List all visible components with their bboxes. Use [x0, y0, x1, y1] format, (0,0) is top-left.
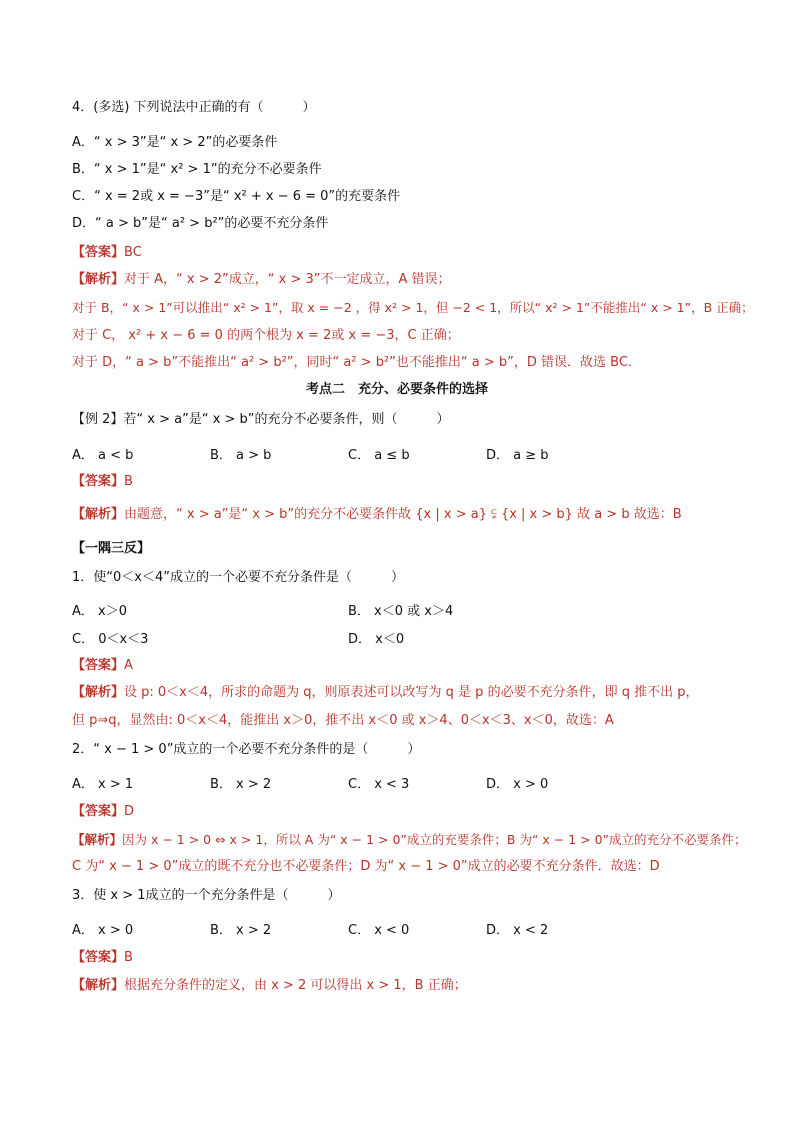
- ex2-option-d: D． a ≥ b: [486, 448, 549, 463]
- answer-label: 【答案】: [72, 245, 125, 260]
- practice-title: 【一隅三反】: [72, 541, 151, 556]
- p2-stem: 2．“ x − 1 > 0”成立的一个必要不充分条件的是（ ）: [72, 742, 421, 757]
- p2-option-a: A． x > 1: [72, 777, 134, 792]
- p3-option-d: D． x < 2: [486, 923, 549, 938]
- p2-option-d: D． x > 0: [486, 777, 549, 792]
- p3-analysis: [72, 976, 467, 996]
- q4-option-c: C．“ x = 2或 x = −3”是“ x² + x − 6 = 0”的充要条件: [72, 189, 401, 204]
- analysis-label: 【解析】: [72, 507, 125, 522]
- analysis-text: 设 p: 0＜x＜4，所求的命题为 q，则原表述可以改写为 q 是 p 的必要不充分条件，即 q 推不出 p，: [124, 685, 699, 700]
- q4-analysis-4: 对于 D，“ a > b”不能推出“ a² > b²”，同时“ a² > b²”也不能推出“ a > b”，D 错误．故选 BC．: [72, 355, 641, 370]
- analysis-label: 【解析】: [72, 685, 125, 700]
- ex2-analysis: [72, 505, 682, 525]
- p2-answer: [72, 802, 134, 822]
- answer-value: BC: [124, 245, 142, 260]
- answer-value: B: [124, 474, 133, 489]
- p1-option-d: D． x＜0: [348, 632, 405, 647]
- p2-option-c: C． x < 3: [348, 777, 410, 792]
- answer-label: 【答案】: [72, 950, 125, 965]
- section-title: 考点二 充分、必要条件的选择: [305, 382, 488, 397]
- ex2-option-a: A． a < b: [72, 448, 134, 463]
- q4-stem: 4．(多选) 下列说法中正确的有（ ）: [72, 100, 316, 115]
- q4-analysis-3: 对于 C， x² + x − 6 = 0 的两个根为 x = 2或 x = −3，C 正确；: [72, 328, 460, 343]
- analysis-text: 对于 A，“ x > 2”成立，“ x > 3”不一定成立，A 错误；: [124, 272, 451, 287]
- answer-label: 【答案】: [72, 658, 125, 673]
- q4-option-a: A．“ x > 3”是“ x > 2”的必要条件: [72, 135, 278, 150]
- p1-answer: [72, 656, 133, 676]
- p2-option-b: B． x > 2: [210, 777, 272, 792]
- ex2-option-b: B． a > b: [210, 448, 272, 463]
- p1-analysis-2: 但 p⇒q，显然由: 0＜x＜4，能推出 x＞0，推不出 x＜0 或 x＞4、0＜x＜3、x＜0，故选：A: [72, 713, 614, 728]
- p3-option-b: B． x > 2: [210, 923, 272, 938]
- analysis-label: 【解析】: [72, 832, 123, 847]
- p1-option-c: C． 0＜x＜3: [72, 632, 149, 647]
- q4-analysis-2: 对于 B，“ x > 1”可以推出“ x² > 1”，取 x = −2 ，得 x² > 1，但 −2 < 1，所以“ x² > 1”不能推出“ x > 1”，B 正确；: [72, 300, 754, 315]
- p1-stem: 1．使“0＜x＜4”成立的一个必要不充分条件是（ ）: [72, 570, 404, 585]
- p2-analysis-1: [72, 830, 747, 850]
- q4-analysis-1: [72, 270, 451, 290]
- analysis-label: 【解析】: [72, 978, 125, 993]
- ex2-stem: 【例 2】若“ x > a”是“ x > b”的充分不必要条件，则（ ）: [72, 412, 450, 427]
- q4-option-d: D．“ a > b”是“ a² > b²”的必要不充分条件: [72, 216, 329, 231]
- p2-analysis-2: C 为“ x − 1 > 0”成立的既不充分也不必要条件；D 为“ x − 1 > 0”成立的必要不充分条件．故选：D: [72, 859, 660, 874]
- q4-option-b: B．“ x > 1”是“ x² > 1”的充分不必要条件: [72, 162, 322, 177]
- p3-stem: 3．使 x > 1成立的一个充分条件是（ ）: [72, 888, 341, 903]
- analysis-text: 由题意，“ x > a”是“ x > b”的充分不必要条件故 {x | x > a} ⫋ {x | x > b} 故 a > b 故选：B: [124, 507, 682, 522]
- analysis-text: 根据充分条件的定义，由 x > 2 可以得出 x > 1，B 正确；: [124, 978, 467, 993]
- p1-option-a: A． x＞0: [72, 604, 127, 619]
- p1-analysis-1: [72, 683, 698, 703]
- ex2-option-c: C． a ≤ b: [348, 448, 410, 463]
- answer-value: D: [124, 804, 135, 819]
- q4-answer: [72, 243, 142, 263]
- p3-answer: [72, 948, 133, 968]
- ex2-answer: [72, 472, 133, 492]
- p3-option-c: C． x < 0: [348, 923, 410, 938]
- p3-option-a: A． x > 0: [72, 923, 134, 938]
- answer-label: 【答案】: [72, 474, 125, 489]
- analysis-text: 因为 x − 1 > 0 ⇔ x > 1，所以 A 为“ x − 1 > 0”成立的充要条件；B 为“ x − 1 > 0”成立的充分不必要条件；: [122, 832, 747, 847]
- p1-option-b: B． x＜0 或 x＞4: [348, 604, 454, 619]
- answer-label: 【答案】: [72, 804, 125, 819]
- analysis-label: 【解析】: [72, 272, 125, 287]
- answer-value: B: [124, 950, 133, 965]
- answer-value: A: [124, 658, 133, 673]
